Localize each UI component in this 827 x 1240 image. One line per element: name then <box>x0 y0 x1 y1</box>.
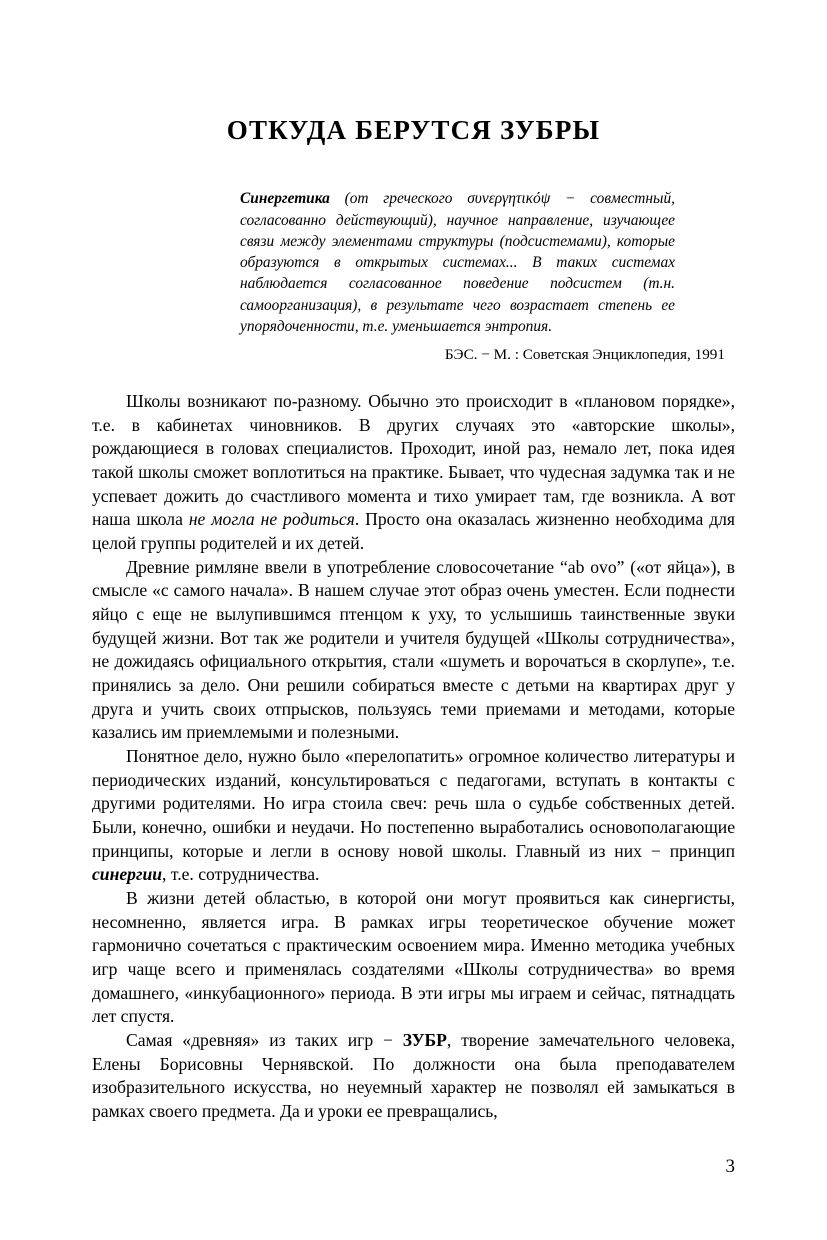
epigraph-text-before-greek: (от греческого <box>329 190 468 208</box>
text-run: . Просто она оказалась жизненно необходима для целой группы родителей и их детей. <box>92 509 736 554</box>
page-number: 3 <box>725 1156 735 1177</box>
epigraph-greek-word: συνεργητικόψ <box>467 190 551 208</box>
paragraph-3 <box>92 745 735 887</box>
text-run: Древние римляне ввели в употребление словосочетание “ab ovo” («от яйца»), в смысле «с самого начала». В нашем случае этот образ очень уместен. Если поднести яйцо с еще не вылупившимся птенцом к уху, то услышишь таинственные звуки будущей жизни. Вот так же родители и учителя будущей «Школы сотрудничества», не дожидаясь официального открытия, стали «шуметь и ворочаться в скорлупе», т.е. принялись за дело. Они решили собираться вместе с детьми на квартирах друг у друга и учить своих отпрысков, пользуясь теми приемами и методами, которые казались им приемлемыми и полезными. <box>92 556 735 743</box>
epigraph-block <box>240 188 675 337</box>
page-title: ОТКУДА БЕРУТСЯ ЗУБРЫ <box>226 115 601 145</box>
paragraph-4 <box>92 887 735 1029</box>
paragraph-5 <box>92 1029 735 1124</box>
text-run: Самая «древняя» из таких игр − <box>126 1029 403 1050</box>
text-run-bold: ЗУБР <box>402 1029 447 1050</box>
text-run: Школы возникают по-разному. Обычно это происходит в «плановом порядке», т.е. в кабинетах чиновников. В других случаях это «авторские школы», рождающиеся в головах специалистов. Проходит, иной раз, немало лет, пока идея такой школы сможет воплотиться на практике. Бывает, что чудесная задумка так и не успевает дожить до счастливого момента и тихо умирает там, где возникла. А вот наша школа <box>92 391 735 530</box>
text-run-italic: не могла не родиться <box>188 509 355 530</box>
text-run: Понятное дело, нужно было «перелопатить» огромное количество литературы и периодических изданий, консультироваться с педагогами, вступать в контакты с другими родителями. Но игра стоила свеч: речь шла о судьбе собственных детей. Были, конечно, ошибки и неудачи. Но постепенно выработались основополагающие принципы, которые и легли в основу новой школы. Главный из них − принцип <box>92 745 735 861</box>
paragraph-1 <box>92 390 735 556</box>
text-run-bold-italic: синергии <box>92 864 163 885</box>
body-text <box>92 390 735 1123</box>
text-run: В жизни детей областью, в которой они могут проявиться как синергисты, несомненно, является игра. В рамках игры теоретическое обучение может гармонично сочетаться с практическим освоением мира. Именно методика учебных игр чаще всего и применялась создателями «Школы сотрудничества» во время домашнего, «инкубационного» периода. В эти игры мы играем и сейчас, пятнадцать лет спустя. <box>92 887 735 1027</box>
epigraph-text-after-greek: − совместный, согласованно действующий), научное направление, изучающее связи между элементами структуры (подсистемами), которые образуются в открытых системах... В таких системах наблюдается согласованное поведение подсистем (т.н. самоорганизация), в результате чего возрастает степень ее упорядоченности, т.е. уменьшается энтропия. <box>240 190 675 335</box>
epigraph-source: БЭС. − М. : Советская Энциклопедия, 1991 <box>444 346 725 364</box>
epigraph-term: Синергетика <box>240 190 330 208</box>
paragraph-2 <box>92 556 735 745</box>
text-run: , т.е. сотрудничества. <box>162 864 320 885</box>
text-run: , творение замечательного человека, Елены Борисовны Чернявской. По должности она была преподавателем изобразительного искусства, но неуемный характер не позволял ей замыкаться в рамках своего предмета. Да и уроки ее превращались, <box>92 1029 735 1121</box>
